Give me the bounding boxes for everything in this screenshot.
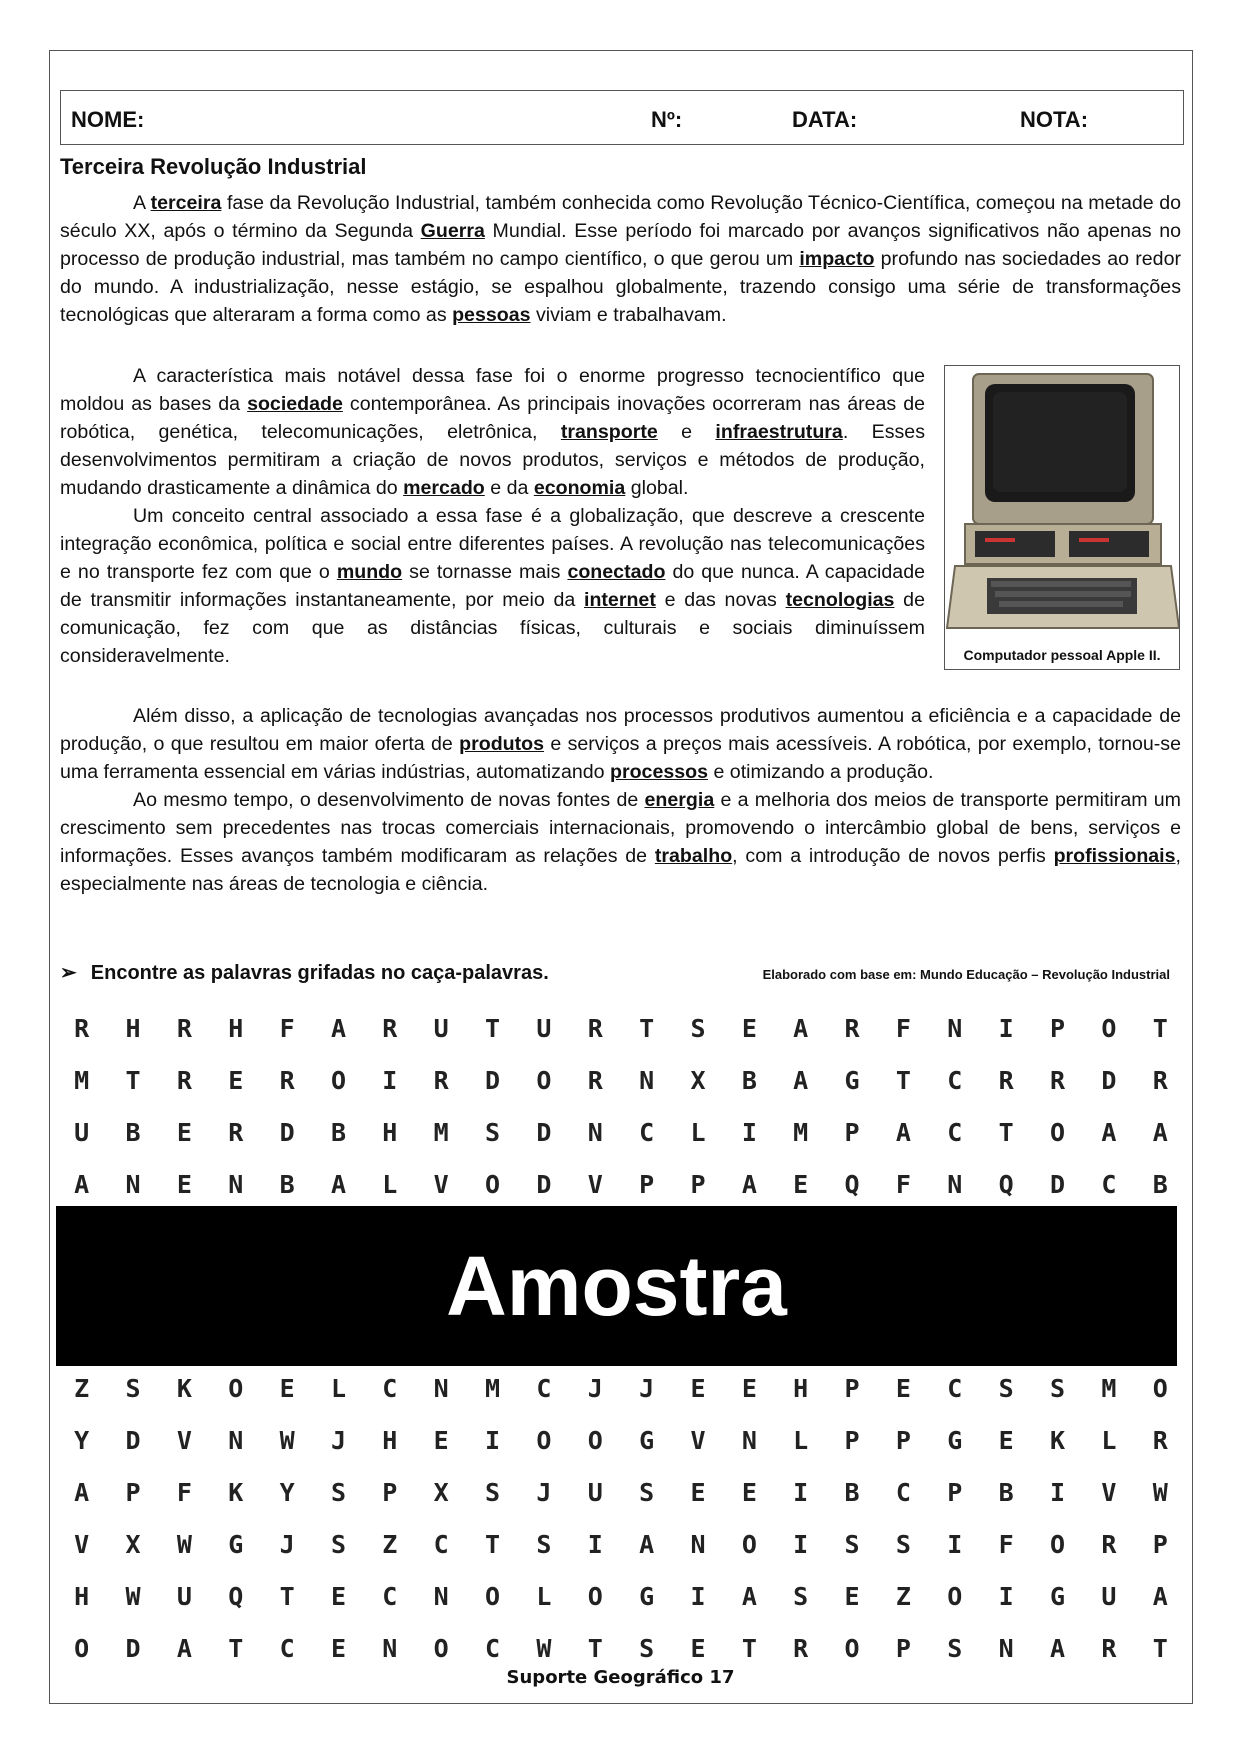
grid-letter: O [844,1633,860,1663]
grid-letter: M [485,1373,501,1403]
grid-letter: B [330,1117,346,1147]
grid-letter: O [741,1529,757,1559]
highlighted-word: transporte [560,421,658,443]
grid-letter: T [1152,1013,1168,1043]
grid-letter: L [330,1373,346,1403]
grid-letter: B [1152,1169,1168,1199]
grid-letter: I [690,1581,706,1611]
grid-letter: P [895,1425,911,1455]
grid-letter: R [279,1065,295,1095]
grid-letter: R [1152,1065,1168,1095]
grid-letter: G [947,1425,963,1455]
grid-letter: E [176,1169,192,1199]
grid-letter: O [587,1425,603,1455]
grid-letter: P [844,1373,860,1403]
grid-letter: S [330,1477,346,1507]
grid-letter: G [639,1425,655,1455]
grid-letter: E [793,1169,809,1199]
grid-letter: M [433,1117,449,1147]
sample-watermark: Amostra [446,1238,787,1333]
grid-letter: E [690,1633,706,1663]
highlighted-word: energia [644,789,715,811]
grid-letter: I [587,1529,603,1559]
grid-letter: P [1049,1013,1066,1043]
grid-letter: O [485,1581,501,1611]
grid-letter: U [587,1477,603,1507]
paragraph-2-3 [60,362,925,670]
grid-letter: S [536,1529,552,1559]
grid-letter: V [690,1425,706,1455]
grid-letter: R [228,1117,244,1147]
grid-letter: E [228,1065,244,1095]
grid-letter: N [947,1169,963,1199]
grid-letter: E [741,1477,757,1507]
grid-letter: H [125,1013,141,1043]
grid-letter: S [330,1529,346,1559]
highlighted-word: processos [609,761,709,783]
grid-letter: T [485,1013,501,1043]
highlighted-word: trabalho [654,845,733,867]
grid-letter: E [330,1633,346,1663]
grid-letter: N [125,1169,141,1199]
grid-letter: R [176,1065,192,1095]
number-label: Nº: [651,107,683,132]
grid-letter: O [1152,1373,1168,1403]
grid-letter: C [536,1373,552,1403]
highlighted-word: infraestrutura [715,421,843,443]
instruction [60,960,549,985]
grid-letter: F [895,1013,911,1043]
grid-letter: H [382,1425,398,1455]
grid-letter: P [947,1477,963,1507]
grid-letter: T [895,1065,911,1095]
grid-letter: T [485,1529,501,1559]
grid-letter: V [176,1425,192,1455]
grid-letter: O [587,1581,603,1611]
highlighted-word: internet [584,589,656,611]
grid-letter: R [998,1065,1014,1095]
grid-letter: L [382,1169,398,1199]
grid-letter: S [690,1013,706,1043]
highlighted-word: impacto [799,248,875,270]
grid-letter: V [587,1169,603,1199]
grid-letter: H [228,1013,244,1043]
highlighted-word: sociedade [247,393,343,415]
grid-letter: R [1101,1633,1117,1663]
grid-letter: T [741,1633,757,1663]
grid-letter: L [690,1117,706,1147]
grid-letter: H [74,1581,90,1611]
grid-letter: O [947,1581,963,1611]
grid-letter: B [998,1477,1014,1507]
grid-letter: U [433,1013,449,1043]
grid-letter: A [1152,1117,1168,1147]
grid-letter: C [947,1065,963,1095]
grid-letter: A [74,1169,90,1199]
grid-letter: L [793,1425,809,1455]
grid-letter: D [279,1117,295,1147]
paragraph-text: Um conceito central associado a essa fase é a globalização, que descreve a crescente integração econômica, política e social entre diferentes países. A revolução nas telecomunicações e no transporte fez com que o mundo se tornasse mais conectado do que nunca. A capacidade de transmitir informações instantaneamente, por meio da internet e das novas tecnologias de comunicação, fez com que as distâncias físicas, culturais e sociais diminuíssem consideravelmente. [60,505,925,667]
grid-letter: F [998,1529,1014,1559]
grid-letter: D [125,1425,141,1455]
grid-letter: E [690,1373,706,1403]
paragraph-text: A característica mais notável dessa fase foi o enorme progresso tecnocientífico que moldou as bases da sociedade contemporânea. As principais inovações ocorreram nas áreas de robótica, genética, telecomunicações, eletrônica, transporte e infraestrutura. Esses desenvolvimentos permitiram a criação de novos produtos, serviços e métodos de produção, mudando drasticamente a dinâmica do mercado e da economia global. [60,365,926,499]
grid-letter: R [382,1013,398,1043]
paragraph-1 [60,189,1181,329]
grid-letter: N [741,1425,757,1455]
grid-row [56,1158,1186,1210]
grid-letter: R [1049,1065,1066,1095]
grid-letter: V [1101,1477,1117,1507]
grid-letter: I [485,1425,501,1455]
grid-letter: K [1049,1425,1066,1455]
highlighted-word: pessoas [452,304,531,326]
grid-letter: O [1049,1117,1066,1147]
grid-letter: M [793,1117,809,1147]
grid-row [56,1106,1186,1158]
grid-letter: E [433,1425,449,1455]
grid-letter: P [1152,1529,1168,1559]
student-info-box [60,90,1184,145]
grid-letter: A [793,1013,809,1043]
grid-letter: A [1101,1117,1117,1147]
grid-letter: Y [74,1425,90,1455]
grid-letter: J [587,1373,603,1403]
grid-letter: S [1049,1373,1066,1403]
grid-letter: G [228,1529,244,1559]
grid-row [56,1414,1186,1466]
grid-letter: S [639,1633,655,1663]
grid-letter: C [382,1373,398,1403]
grid-row [56,1002,1186,1054]
grid-letter: Q [844,1169,860,1199]
grid-row [56,1570,1186,1622]
grid-letter: B [279,1169,295,1199]
grid-letter: P [639,1169,655,1199]
grid-letter: E [741,1013,757,1043]
grid-letter: G [1049,1581,1066,1611]
grid-letter: O [1101,1013,1117,1043]
grid-letter: N [228,1425,244,1455]
grid-letter: V [433,1169,449,1199]
grid-letter: D [1049,1169,1066,1199]
grid-letter: A [639,1529,655,1559]
grid-letter: Y [279,1477,295,1507]
grid-letter: M [1101,1373,1117,1403]
grid-letter: T [228,1633,244,1663]
grid-letter: O [1049,1529,1066,1559]
grid-letter: D [1101,1065,1117,1095]
grid-letter: A [741,1169,757,1199]
grid-letter: X [433,1477,449,1507]
grid-letter: F [279,1013,295,1043]
grid-letter: W [279,1425,295,1455]
grid-letter: P [844,1425,860,1455]
grid-letter: N [947,1013,963,1043]
grid-letter: T [998,1117,1014,1147]
grid-row [56,1362,1186,1414]
word-search-top [56,1002,1186,1210]
grid-letter: T [639,1013,655,1043]
grid-letter: C [279,1633,295,1663]
grid-letter: C [382,1581,398,1611]
grid-letter: R [844,1013,860,1043]
grid-letter: A [330,1169,346,1199]
grid-letter: B [125,1117,141,1147]
grid-letter: T [125,1065,141,1095]
grid-letter: O [536,1425,552,1455]
grid-letter: U [74,1117,90,1147]
paragraph-text: Além disso, a aplicação de tecnologias avançadas nos processos produtivos aumentou a eficiência e a capacidade de produção, o que resultou em maior oferta de produtos e serviços a preços mais acessíveis. A robótica, por exemplo, tornou-se uma ferramenta essencial em várias indústrias, automatizando processos e otimizando a produção. [60,705,1181,783]
grid-letter: T [1152,1633,1168,1663]
grid-letter: C [947,1117,963,1147]
grid-letter: A [330,1013,346,1043]
grid-letter: V [74,1529,90,1559]
computer-icon [945,366,1179,636]
grid-letter: I [998,1581,1014,1611]
grid-letter: U [176,1581,192,1611]
grid-letter: K [228,1477,244,1507]
grid-letter: I [998,1013,1014,1043]
grid-letter: K [176,1373,192,1403]
grid-letter: W [1152,1477,1168,1507]
grid-letter: A [1152,1581,1168,1611]
grid-letter: E [895,1373,911,1403]
grid-letter: C [947,1373,963,1403]
grid-letter: O [536,1065,552,1095]
paragraph-text: Ao mesmo tempo, o desenvolvimento de novas fontes de energia e a melhoria dos meios de transporte permitiram um crescimento sem precedentes nas trocas comerciais internacionais, promovendo o intercâmbio global de bens, serviços e informações. Esses avanços também modificaram as relações de trabalho, com a introdução de novos perfis profissionais, especialmente nas áreas de tecnologia e ciência. [60,789,1181,895]
grid-letter: G [844,1065,860,1095]
grid-letter: C [433,1529,449,1559]
grid-letter: D [485,1065,501,1095]
grid-letter: Q [228,1581,244,1611]
grid-letter: S [793,1581,809,1611]
grid-letter: I [1049,1477,1066,1507]
grid-letter: A [176,1633,192,1663]
highlighted-word: conectado [567,561,666,583]
grid-letter: P [382,1477,398,1507]
grid-letter: P [844,1117,860,1147]
grid-letter: E [690,1477,706,1507]
grade-label: NOTA: [1020,107,1089,132]
grid-letter: E [998,1425,1014,1455]
highlighted-word: produtos [459,733,545,755]
grid-letter: I [947,1529,963,1559]
grid-letter: R [587,1013,603,1043]
page-footer: Suporte Geográfico 17 [506,1667,735,1688]
grid-letter: R [793,1633,809,1663]
photo-caption: Computador pessoal Apple II. [963,647,1161,663]
grid-letter: Z [382,1529,398,1559]
highlighted-word: tecnologias [785,589,895,611]
grid-letter: C [485,1633,501,1663]
highlighted-word: Guerra [420,220,485,242]
grid-letter: C [895,1477,911,1507]
grid-letter: S [998,1373,1014,1403]
grid-letter: N [639,1065,655,1095]
grid-letter: I [382,1065,398,1095]
grid-letter: O [485,1169,501,1199]
grid-letter: W [536,1633,552,1663]
grid-letter: X [690,1065,706,1095]
apple-ii-photo [944,365,1180,670]
grid-letter: I [793,1477,809,1507]
grid-letter: N [228,1169,244,1199]
grid-letter: R [74,1013,90,1043]
grid-letter: S [895,1529,911,1559]
grid-letter: J [639,1373,655,1403]
grid-letter: N [433,1581,449,1611]
grid-letter: L [1101,1425,1117,1455]
grid-letter: E [176,1117,192,1147]
highlighted-word: mercado [403,477,485,499]
grid-letter: R [433,1065,449,1095]
grid-letter: D [125,1633,141,1663]
grid-letter: S [639,1477,655,1507]
grid-letter: D [536,1117,552,1147]
grid-letter: N [587,1117,603,1147]
instruction-text: Encontre as palavras grifadas no caça-palavras. [90,962,549,984]
grid-letter: N [998,1633,1014,1663]
grid-letter: R [1101,1529,1117,1559]
word-search-bottom [56,1362,1186,1674]
source-credit: Elaborado com base em: Mundo Educação – Revolução Industrial [762,967,1170,982]
sample-banner [56,1206,1177,1366]
paragraph-text: A terceira fase da Revolução Industrial, também conhecida como Revolução Técnico-Científica, começou na metade do século XX, após o término da Segunda Guerra Mundial. Esse período foi marcado por avanços significativos não apenas no processo de produção industrial, mas também no campo científico, o que gerou um impacto profundo nas sociedades ao redor do mundo. A industrialização, nesse estágio, se espalhou globalmente, trazendo consigo uma série de transformações tecnológicas que alteraram a forma como as pessoas viviam e trabalhavam. [60,192,1182,326]
grid-letter: H [382,1117,398,1147]
grid-letter: Z [895,1581,911,1611]
grid-letter: H [793,1373,809,1403]
arrow-bullet-icon: ➢ [60,962,77,984]
paragraph-4-5 [60,702,1181,898]
grid-letter: N [382,1633,398,1663]
grid-letter: W [176,1529,192,1559]
grid-letter: A [74,1477,90,1507]
grid-letter: P [690,1169,706,1199]
grid-row [56,1518,1186,1570]
date-label: DATA: [792,107,858,132]
grid-letter: I [741,1117,757,1147]
grid-letter: A [793,1065,809,1095]
grid-letter: E [330,1581,346,1611]
grid-letter: Z [74,1373,90,1403]
page-title: Terceira Revolução Industrial [60,154,367,179]
grid-letter: S [485,1117,501,1147]
grid-letter: L [536,1581,552,1611]
grid-letter: C [639,1117,655,1147]
grid-letter: D [536,1169,552,1199]
name-label: NOME: [71,107,145,132]
grid-letter: A [741,1581,757,1611]
grid-letter: B [741,1065,757,1095]
grid-row [56,1054,1186,1106]
grid-letter: C [1101,1169,1117,1199]
grid-letter: T [587,1633,603,1663]
grid-letter: O [228,1373,244,1403]
grid-letter: A [895,1117,911,1147]
grid-letter: J [279,1529,295,1559]
grid-letter: U [536,1013,552,1043]
grid-letter: X [125,1529,141,1559]
grid-letter: S [485,1477,501,1507]
grid-letter: R [1152,1425,1168,1455]
grid-letter: O [433,1633,449,1663]
grid-letter: J [330,1425,346,1455]
grid-letter: S [844,1529,860,1559]
highlighted-word: profissionais [1053,845,1176,867]
grid-letter: Q [998,1169,1014,1199]
grid-letter: P [895,1633,911,1663]
grid-letter: S [125,1373,141,1403]
grid-letter: T [279,1581,295,1611]
grid-letter: I [793,1529,809,1559]
grid-letter: N [433,1373,449,1403]
grid-letter: A [1049,1633,1066,1663]
grid-letter: J [536,1477,552,1507]
highlighted-word: mundo [336,561,403,583]
grid-letter: E [741,1373,757,1403]
grid-letter: G [639,1581,655,1611]
grid-letter: F [176,1477,192,1507]
grid-letter: P [125,1477,141,1507]
highlighted-word: terceira [150,192,222,214]
grid-row [56,1466,1186,1518]
grid-letter: M [74,1065,90,1095]
highlighted-word: economia [533,477,626,499]
grid-letter: F [895,1169,911,1199]
grid-letter: S [947,1633,963,1663]
grid-letter: U [1101,1581,1117,1611]
grid-letter: B [844,1477,860,1507]
grid-letter: W [125,1581,141,1611]
grid-letter: R [176,1013,192,1043]
grid-letter: E [279,1373,295,1403]
grid-letter: E [844,1581,860,1611]
grid-letter: O [330,1065,346,1095]
grid-letter: O [74,1633,90,1663]
grid-letter: R [587,1065,603,1095]
grid-letter: N [690,1529,706,1559]
